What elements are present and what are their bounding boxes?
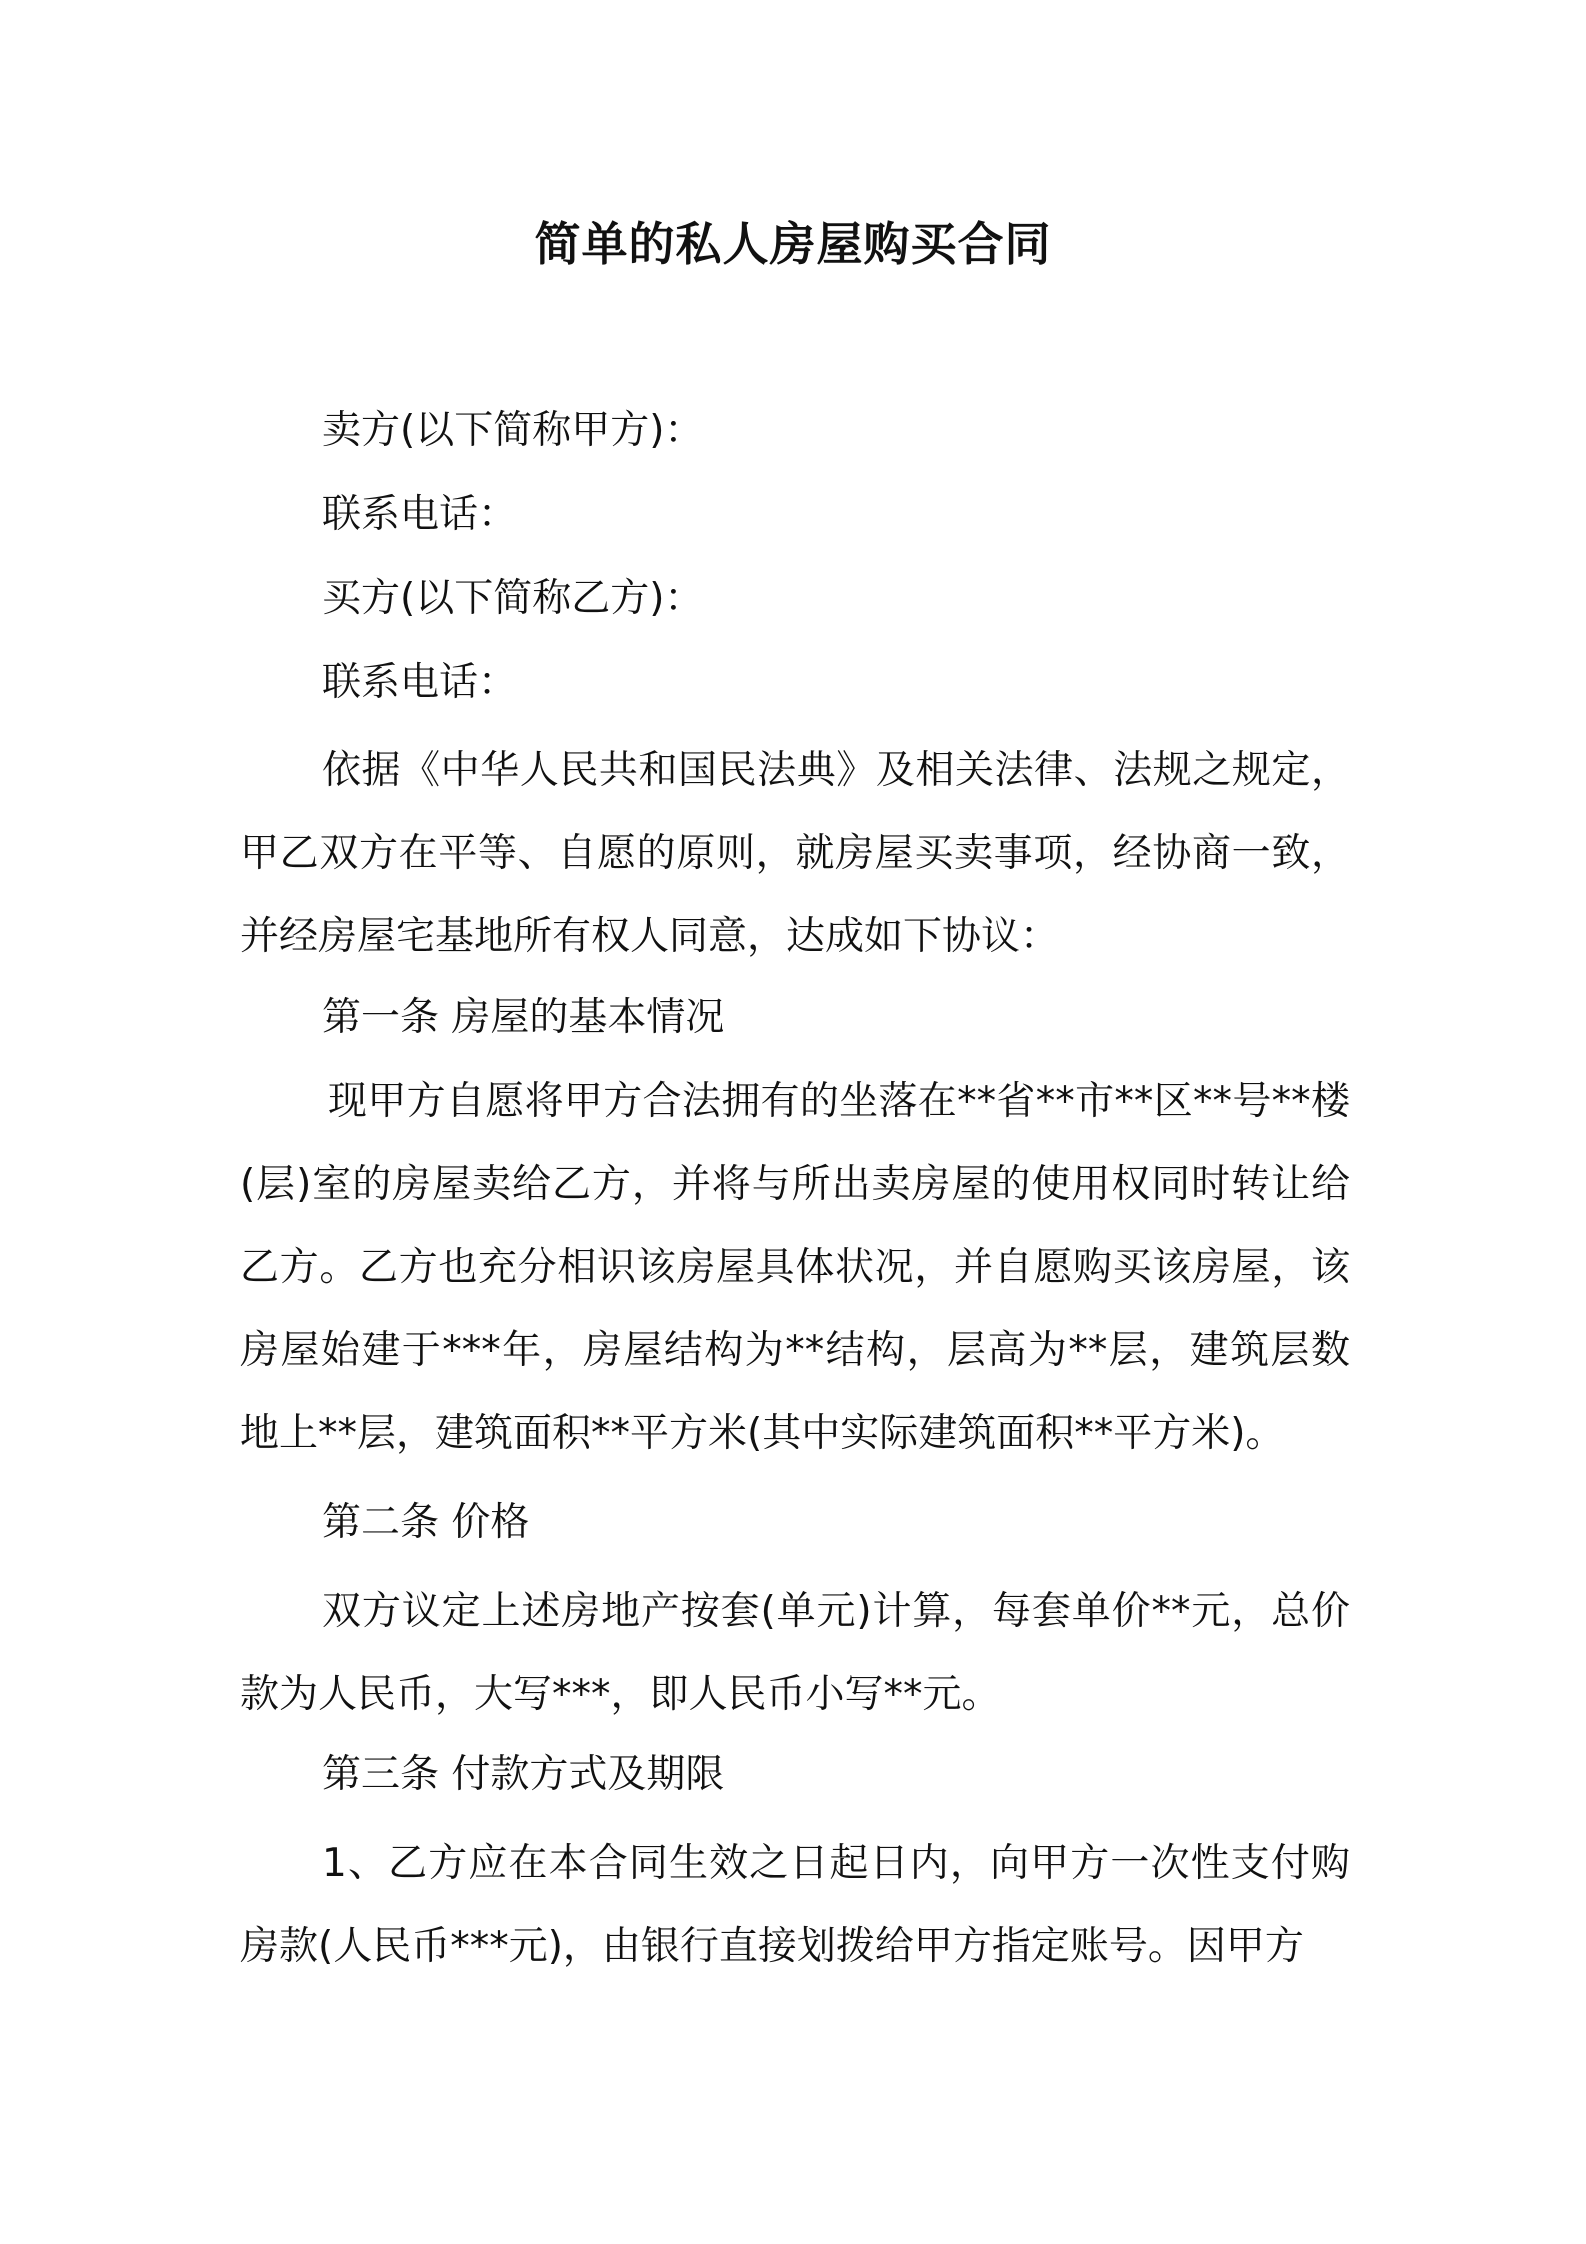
intro-paragraph: 依据《中华人民共和国民法典》及相关法律、法规之规定，甲乙双方在平等、自愿的原则，就房屋买卖事项，经协商一致，并经房屋宅基地所有权人同意，达成如下协议： [240,748,1350,959]
buyer-phone-line: 联系电话： [322,660,518,705]
document-title: 简单的私人房屋购买合同 [534,217,1052,271]
seller-line: 卖方(以下简称甲方)： [322,408,704,453]
article1-heading: 第一条 房屋的基本情况 [322,995,725,1040]
seller-phone-line: 联系电话： [322,492,518,537]
article2-body: 双方议定上述房地产按套(单元)计算，每套单价**元，总价款为人民币，大写***，即人民币小写**元。 [240,1589,1350,1717]
buyer-line: 买方(以下简称乙方)： [322,576,704,621]
article3-heading: 第三条 付款方式及期限 [322,1752,725,1797]
article1-body: 现甲方自愿将甲方合法拥有的坐落在**省**市**区**号**楼(层)室的房屋卖给乙方，并将与所出卖房屋的使用权同时转让给乙方。乙方也充分相识该房屋具体状况，并自愿购买该房屋，该房屋始建于***年，房屋结构为**结构，层高为**层，建筑层数地上**层，建筑面积**平方米(其中实际建筑面积**平方米)。 [240,1079,1350,1456]
article3-body: 1、乙方应在本合同生效之日起日内，向甲方一次性支付购房款(人民币***元)，由银行直接划拨给甲方指定账号。因甲方 [240,1841,1350,1969]
article2-heading: 第二条 价格 [322,1500,530,1545]
